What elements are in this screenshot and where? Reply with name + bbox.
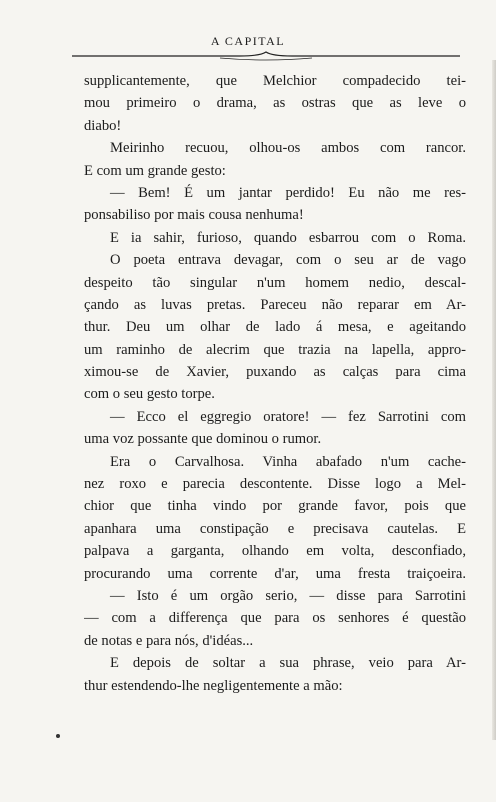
text-line: supplicantemente, que Melchior compadecido tei- [84, 73, 466, 89]
text-line: de notas e para nós, d'idéas... [84, 632, 254, 649]
text-line: Meirinho recuou, olhou-os ambos com rancor. [110, 140, 466, 157]
text-line: — Bem! É um jantar perdido! Eu não me res- [110, 184, 466, 201]
text-line: O poeta entrava devagar, com o seu ar de vago [110, 252, 466, 269]
header-rule [70, 50, 462, 62]
text-line: uma voz possante que dominou o rumor. [84, 431, 322, 448]
text-line: nez roxo e parecia descontente. Disse logo a Mel- [84, 476, 466, 493]
text-line: E ia sahir, furioso, quando esbarrou com o Roma. [110, 229, 466, 246]
text-line: E com um grande gesto: [84, 162, 226, 179]
text-line: Era o Carvalhosa. Vinha abafado n'um cache- [110, 453, 466, 470]
text-line: çando as luvas pretas. Pareceu não reparar em Ar- [84, 296, 466, 313]
text-line: ponsabiliso por mais cousa nenhuma! [84, 207, 304, 224]
text-line: diabo! [84, 117, 122, 134]
text-line: um raminho de alecrim que trazia na lapella, appro- [84, 341, 466, 358]
text-line: — com a differença que para os senhores é questão [84, 610, 466, 627]
text-line: mou primeiro o drama, as ostras que as leve o [84, 95, 466, 112]
text-line: despeito tão singular n'um homem nedio, descal- [84, 274, 466, 291]
text-line: procurando uma corrente d'ar, uma fresta traiçoeira. [84, 565, 466, 582]
text-line: apanhara uma constipação e precisava cautelas. E [84, 520, 466, 537]
text-line: thur estendendo-lhe negligentemente a mão: [84, 677, 343, 694]
body-text [84, 70, 466, 697]
text-line: thur. Deu um olhar de lado á mesa, e ageitando [84, 319, 466, 336]
ink-speck [56, 734, 60, 738]
text-line: — Ecco el eggregio oratore! — fez Sarrotini com [110, 408, 466, 425]
text-line: ximou-se de Xavier, puxando as calças para cima [84, 364, 466, 381]
running-header: A CAPITAL [210, 34, 286, 48]
text-line: palpava a garganta, olhando em volta, desconfiado, [84, 543, 466, 560]
text-line: E depois de soltar a sua phrase, veio para Ar- [110, 655, 466, 672]
text-line: — Isto é um orgão serio, — disse para Sarrotini [110, 587, 466, 604]
page-edge-shadow [492, 60, 496, 740]
text-line: chior que tinha vindo por grande favor, pois que [84, 498, 466, 515]
text-line: com o seu gesto torpe. [84, 386, 215, 403]
